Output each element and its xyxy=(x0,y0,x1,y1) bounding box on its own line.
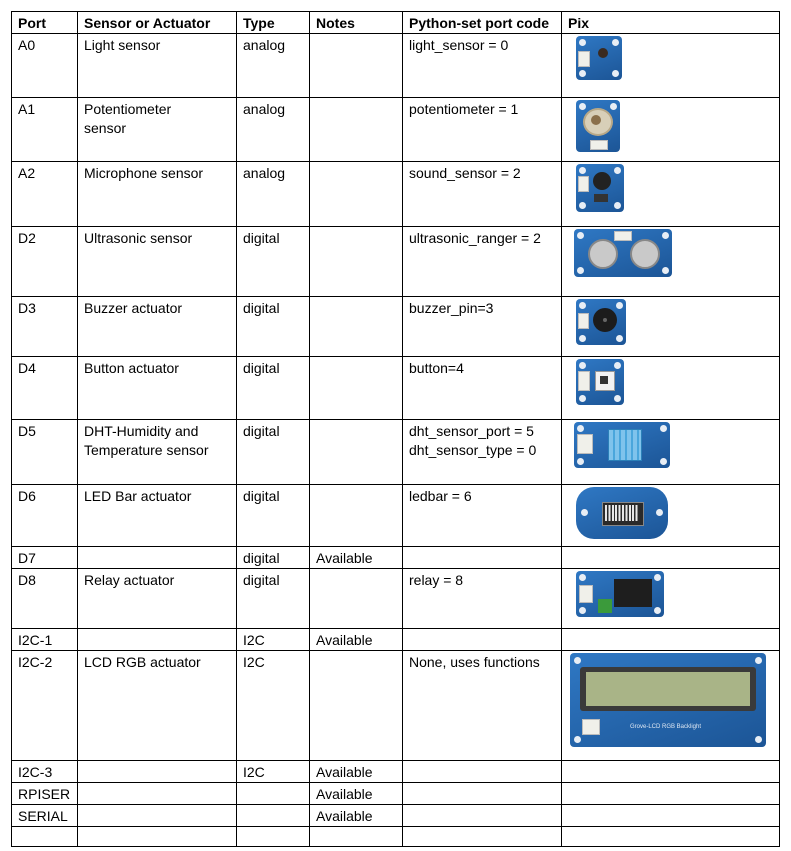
code-line: button=4 xyxy=(409,360,464,376)
code-line: ledbar = 6 xyxy=(409,488,472,504)
sensor-cell xyxy=(78,827,237,847)
header-type: Type xyxy=(237,12,310,34)
notes-cell: Available xyxy=(310,805,403,827)
pix-cell xyxy=(562,569,780,629)
notes-cell xyxy=(310,357,403,420)
port-cell: D6 xyxy=(12,485,78,547)
type-cell: digital xyxy=(237,569,310,629)
port-table xyxy=(11,11,780,847)
type-cell xyxy=(237,805,310,827)
notes-cell xyxy=(310,297,403,357)
code-line: relay = 8 xyxy=(409,572,464,588)
port-cell: A1 xyxy=(12,98,78,162)
sensor-cell xyxy=(78,569,237,629)
type-cell: analog xyxy=(237,162,310,227)
notes-cell xyxy=(310,420,403,485)
sensor-cell xyxy=(78,547,237,569)
code-line: None, uses functions xyxy=(409,654,540,670)
code-cell xyxy=(403,569,562,629)
sensor-cell xyxy=(78,761,237,783)
port-cell: I2C-2 xyxy=(12,651,78,761)
table-row xyxy=(12,569,780,629)
sensor-cell xyxy=(78,651,237,761)
sensor-line: Relay actuator xyxy=(84,572,175,588)
code-cell xyxy=(403,547,562,569)
sensor-line: Microphone sensor xyxy=(84,165,204,181)
code-cell xyxy=(403,783,562,805)
type-cell: digital xyxy=(237,420,310,485)
code-line: ultrasonic_ranger = 2 xyxy=(409,230,541,246)
pix-cell xyxy=(562,761,780,783)
table-row xyxy=(12,547,780,569)
sensor-line: DHT-Humidity and xyxy=(84,423,199,439)
notes-cell: Available xyxy=(310,629,403,651)
sensor-line: LCD RGB actuator xyxy=(84,654,201,670)
type-cell: digital xyxy=(237,547,310,569)
code-line: dht_sensor_port = 5 xyxy=(409,423,534,439)
table-header-row xyxy=(12,12,780,34)
pix-cell xyxy=(562,227,780,297)
notes-cell xyxy=(310,485,403,547)
pix-cell xyxy=(562,783,780,805)
table-row xyxy=(12,783,780,805)
table-row xyxy=(12,805,780,827)
sensor-line: Ultrasonic sensor xyxy=(84,230,193,246)
lcd-caption: Grove-LCD RGB Backlight xyxy=(630,724,702,730)
code-cell xyxy=(403,629,562,651)
type-cell: I2C xyxy=(237,629,310,651)
type-cell: digital xyxy=(237,357,310,420)
table-row xyxy=(12,357,780,420)
type-cell: I2C xyxy=(237,761,310,783)
type-cell: I2C xyxy=(237,651,310,761)
port-cell: D5 xyxy=(12,420,78,485)
port-cell: RPISER xyxy=(12,783,78,805)
table-row xyxy=(12,420,780,485)
pix-cell xyxy=(562,357,780,420)
port-cell: I2C-1 xyxy=(12,629,78,651)
pix-cell xyxy=(562,98,780,162)
sensor-cell xyxy=(78,805,237,827)
ultrasonic-board-icon xyxy=(574,229,672,277)
code-cell xyxy=(403,98,562,162)
pix-cell xyxy=(562,651,780,761)
code-cell xyxy=(403,227,562,297)
type-cell: digital xyxy=(237,297,310,357)
sensor-cell xyxy=(78,98,237,162)
light-sensor-board-icon xyxy=(576,36,622,80)
table-row xyxy=(12,34,780,98)
header-port: Port xyxy=(12,12,78,34)
sensor-cell xyxy=(78,297,237,357)
sensor-cell xyxy=(78,485,237,547)
port-cell: D8 xyxy=(12,569,78,629)
code-line: dht_sensor_type = 0 xyxy=(409,442,537,458)
code-cell xyxy=(403,420,562,485)
sensor-line: sensor xyxy=(84,120,127,136)
header-code: Python-set port code xyxy=(403,12,562,34)
notes-cell xyxy=(310,34,403,98)
code-line: buzzer_pin=3 xyxy=(409,300,494,316)
pix-cell xyxy=(562,485,780,547)
table-row xyxy=(12,297,780,357)
type-cell: analog xyxy=(237,34,310,98)
code-cell xyxy=(403,805,562,827)
notes-cell xyxy=(310,569,403,629)
type-cell xyxy=(237,783,310,805)
table-row xyxy=(12,227,780,297)
pix-cell xyxy=(562,629,780,651)
notes-cell xyxy=(310,162,403,227)
notes-cell xyxy=(310,227,403,297)
type-cell: digital xyxy=(237,485,310,547)
pix-cell xyxy=(562,805,780,827)
notes-cell: Available xyxy=(310,547,403,569)
relay-board-icon xyxy=(576,571,664,617)
sensor-line: Light sensor xyxy=(84,37,161,53)
notes-cell xyxy=(310,827,403,847)
port-cell: A0 xyxy=(12,34,78,98)
sensor-cell xyxy=(78,227,237,297)
code-cell xyxy=(403,651,562,761)
port-cell: D2 xyxy=(12,227,78,297)
pix-cell xyxy=(562,420,780,485)
sensor-line: Temperature sensor xyxy=(84,442,209,458)
pix-cell xyxy=(562,34,780,98)
pix-cell xyxy=(562,547,780,569)
sensor-cell xyxy=(78,783,237,805)
port-cell: A2 xyxy=(12,162,78,227)
code-line: potentiometer = 1 xyxy=(409,101,519,117)
pix-cell xyxy=(562,162,780,227)
sensor-line: Potentiometer xyxy=(84,101,172,117)
code-line: sound_sensor = 2 xyxy=(409,165,521,181)
port-cell: D4 xyxy=(12,357,78,420)
sensor-cell xyxy=(78,420,237,485)
notes-cell xyxy=(310,98,403,162)
table-row xyxy=(12,485,780,547)
sensor-cell xyxy=(78,629,237,651)
header-pix: Pix xyxy=(562,12,780,34)
sensor-cell xyxy=(78,34,237,98)
code-cell xyxy=(403,297,562,357)
port-cell xyxy=(12,827,78,847)
potentiometer-board-icon xyxy=(576,100,620,152)
sensor-line: LED Bar actuator xyxy=(84,488,192,504)
port-cell: SERIAL xyxy=(12,805,78,827)
lcd-rgb-board-icon xyxy=(570,653,766,747)
button-board-icon xyxy=(576,359,624,405)
pix-cell xyxy=(562,297,780,357)
sensor-cell xyxy=(78,162,237,227)
sensor-cell xyxy=(78,357,237,420)
code-cell xyxy=(403,827,562,847)
table-row xyxy=(12,651,780,761)
microphone-board-icon xyxy=(576,164,624,212)
sensor-line: Button actuator xyxy=(84,360,179,376)
port-cell: D7 xyxy=(12,547,78,569)
port-cell: D3 xyxy=(12,297,78,357)
code-cell xyxy=(403,162,562,227)
led-bar-board-icon xyxy=(576,487,668,539)
notes-cell xyxy=(310,651,403,761)
dht-board-icon xyxy=(574,422,670,468)
code-cell xyxy=(403,485,562,547)
table-row xyxy=(12,629,780,651)
type-cell: digital xyxy=(237,227,310,297)
code-cell xyxy=(403,761,562,783)
buzzer-board-icon xyxy=(576,299,626,345)
table-row xyxy=(12,827,780,847)
port-cell: I2C-3 xyxy=(12,761,78,783)
code-cell xyxy=(403,34,562,98)
header-notes: Notes xyxy=(310,12,403,34)
header-sensor: Sensor or Actuator xyxy=(78,12,237,34)
sensor-line: Buzzer actuator xyxy=(84,300,183,316)
pix-cell xyxy=(562,827,780,847)
table-row xyxy=(12,98,780,162)
notes-cell: Available xyxy=(310,783,403,805)
notes-cell: Available xyxy=(310,761,403,783)
code-cell xyxy=(403,357,562,420)
table-row xyxy=(12,761,780,783)
code-line: light_sensor = 0 xyxy=(409,37,509,53)
type-cell xyxy=(237,827,310,847)
type-cell: analog xyxy=(237,98,310,162)
table-row xyxy=(12,162,780,227)
